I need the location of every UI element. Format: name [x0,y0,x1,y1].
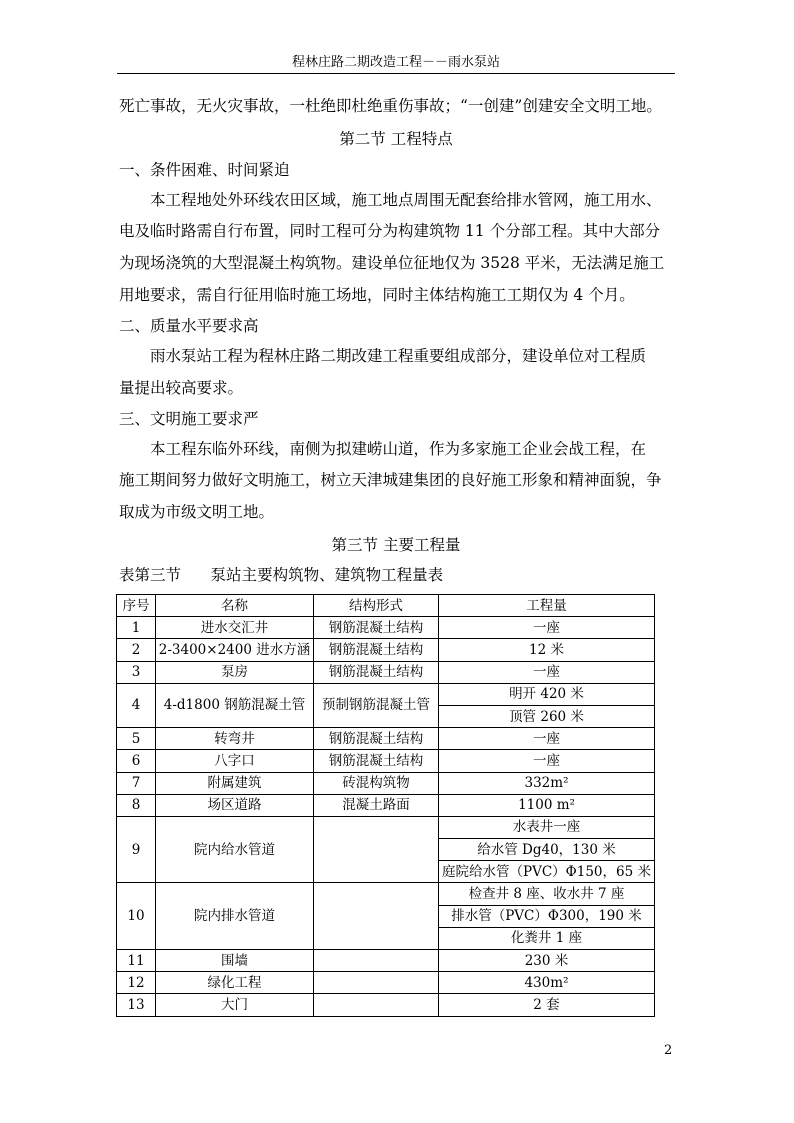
table-row [117,794,655,816]
row-quantity: 一座 [439,661,655,683]
row-quantity: 顶管 260 米 [439,705,655,727]
row-quantity: 一座 [439,617,655,639]
row-name: 场区道路 [156,794,314,816]
row-number: 3 [117,661,156,683]
row-structure [314,816,439,883]
table-row [117,950,655,972]
row-quantity: 1100 m² [439,794,655,816]
row-number: 13 [117,994,156,1016]
row-structure: 钢筋混凝土结构 [314,750,439,772]
row-number: 7 [117,772,156,794]
row-name: 绿化工程 [156,972,314,994]
row-name: 附属建筑 [156,772,314,794]
item2-title: 二、质量水平要求高 [119,317,259,335]
row-quantity: 庭院给水管（PVC）Φ150，65 米 [439,861,655,883]
item2-line: 量提出较高要求。 [119,379,244,397]
table-row [117,728,655,750]
row-quantity: 排水管（PVC）Φ300，190 米 [439,905,655,927]
page-header-title: 程林庄路二期改造工程－－雨水泵站 [291,55,500,70]
intro-line: 死亡事故，无火灾事故，一杜绝即杜绝重伤事故；“一创建”创建安全文明工地。 [119,97,662,115]
item3-line: 取成为市级文明工地。 [119,503,275,521]
header-cell: 工程量 [439,595,655,617]
row-name: 大门 [156,994,314,1016]
row-number: 11 [117,950,156,972]
row-name: 院内给水管道 [156,816,314,883]
row-number: 10 [117,883,156,950]
row-structure [314,950,439,972]
row-name: 进水交汇井 [156,617,314,639]
table-row [117,883,655,905]
row-name: 围墙 [156,950,314,972]
table-row [117,639,655,661]
row-quantity: 12 米 [439,639,655,661]
header-divider [117,73,675,74]
table-row [117,972,655,994]
row-quantity: 化粪井 1 座 [439,927,655,949]
quantity-table [116,594,655,1017]
table-row [117,772,655,794]
row-structure: 预制钢筋混凝土管 [314,683,439,727]
item3-line: 施工期间努力做好文明施工，树立天津城建集团的良好施工形象和精神面貌，争 [119,471,662,489]
row-number: 8 [117,794,156,816]
table-row [117,617,655,639]
row-structure: 钢筋混凝土结构 [314,617,439,639]
row-number: 2 [117,639,156,661]
row-quantity: 332m² [439,772,655,794]
item1-line: 电及临时路需自行布置，同时工程可分为构建筑物 11 个分部工程。其中大部分 [119,222,661,240]
row-number: 1 [117,617,156,639]
table-caption: 表第三节 泵站主要构筑物、建筑物工程量表 [119,566,444,584]
row-name: 院内排水管道 [156,883,314,950]
row-quantity: 检查井 8 座、收水井 7 座 [439,883,655,905]
table-row [117,661,655,683]
page-number: 2 [664,1043,673,1058]
table-row [117,683,655,705]
row-quantity: 一座 [439,750,655,772]
row-structure: 钢筋混凝土结构 [314,639,439,661]
table-header-row [117,595,655,617]
row-name: 转弯井 [156,728,314,750]
row-name: 2-3400×2400 进水方涵 [156,639,314,661]
row-name: 4-d1800 钢筋混凝土管 [156,683,314,727]
item3-title: 三、文明施工要求严 [119,410,259,428]
table-row [117,994,655,1016]
row-quantity: 2 套 [439,994,655,1016]
section3-title: 第三节 主要工程量 [331,536,461,554]
row-number: 5 [117,728,156,750]
item1-line: 本工程地处外环线农田区域，施工地点周围无配套给排水管网，施工用水、 [150,191,662,209]
table-row [117,750,655,772]
row-name: 八字口 [156,750,314,772]
row-number: 9 [117,816,156,883]
row-structure: 钢筋混凝土结构 [314,661,439,683]
row-name: 泵房 [156,661,314,683]
header-cell: 结构形式 [314,595,439,617]
header-cell: 名称 [156,595,314,617]
header-cell: 序号 [117,595,156,617]
row-structure: 砖混构筑物 [314,772,439,794]
item1-title: 一、条件困难、时间紧迫 [119,161,290,179]
row-quantity: 水表井一座 [439,816,655,838]
row-quantity: 明开 420 米 [439,683,655,705]
section2-title: 第二节 工程特点 [339,130,453,148]
row-number: 12 [117,972,156,994]
row-structure [314,994,439,1016]
row-structure: 混凝土路面 [314,794,439,816]
item2-line: 雨水泵站工程为程林庄路二期改建工程重要组成部分，建设单位对工程质 [150,347,647,365]
row-quantity: 给水管 Dg40，130 米 [439,839,655,861]
row-structure: 钢筋混凝土结构 [314,728,439,750]
row-number: 6 [117,750,156,772]
item1-line: 为现场浇筑的大型混凝土构筑物。建设单位征地仅为 3528 平米，无法满足施工 [119,254,665,272]
row-number: 4 [117,683,156,727]
item1-line: 用地要求，需自行征用临时施工场地，同时主体结构施工工期仅为 4 个月。 [119,286,635,304]
row-structure [314,883,439,950]
table-row [117,816,655,838]
row-quantity: 230 米 [439,950,655,972]
row-structure [314,972,439,994]
row-quantity: 430m² [439,972,655,994]
row-quantity: 一座 [439,728,655,750]
item3-line: 本工程东临外环线，南侧为拟建崂山道，作为多家施工企业会战工程，在 [150,440,647,458]
